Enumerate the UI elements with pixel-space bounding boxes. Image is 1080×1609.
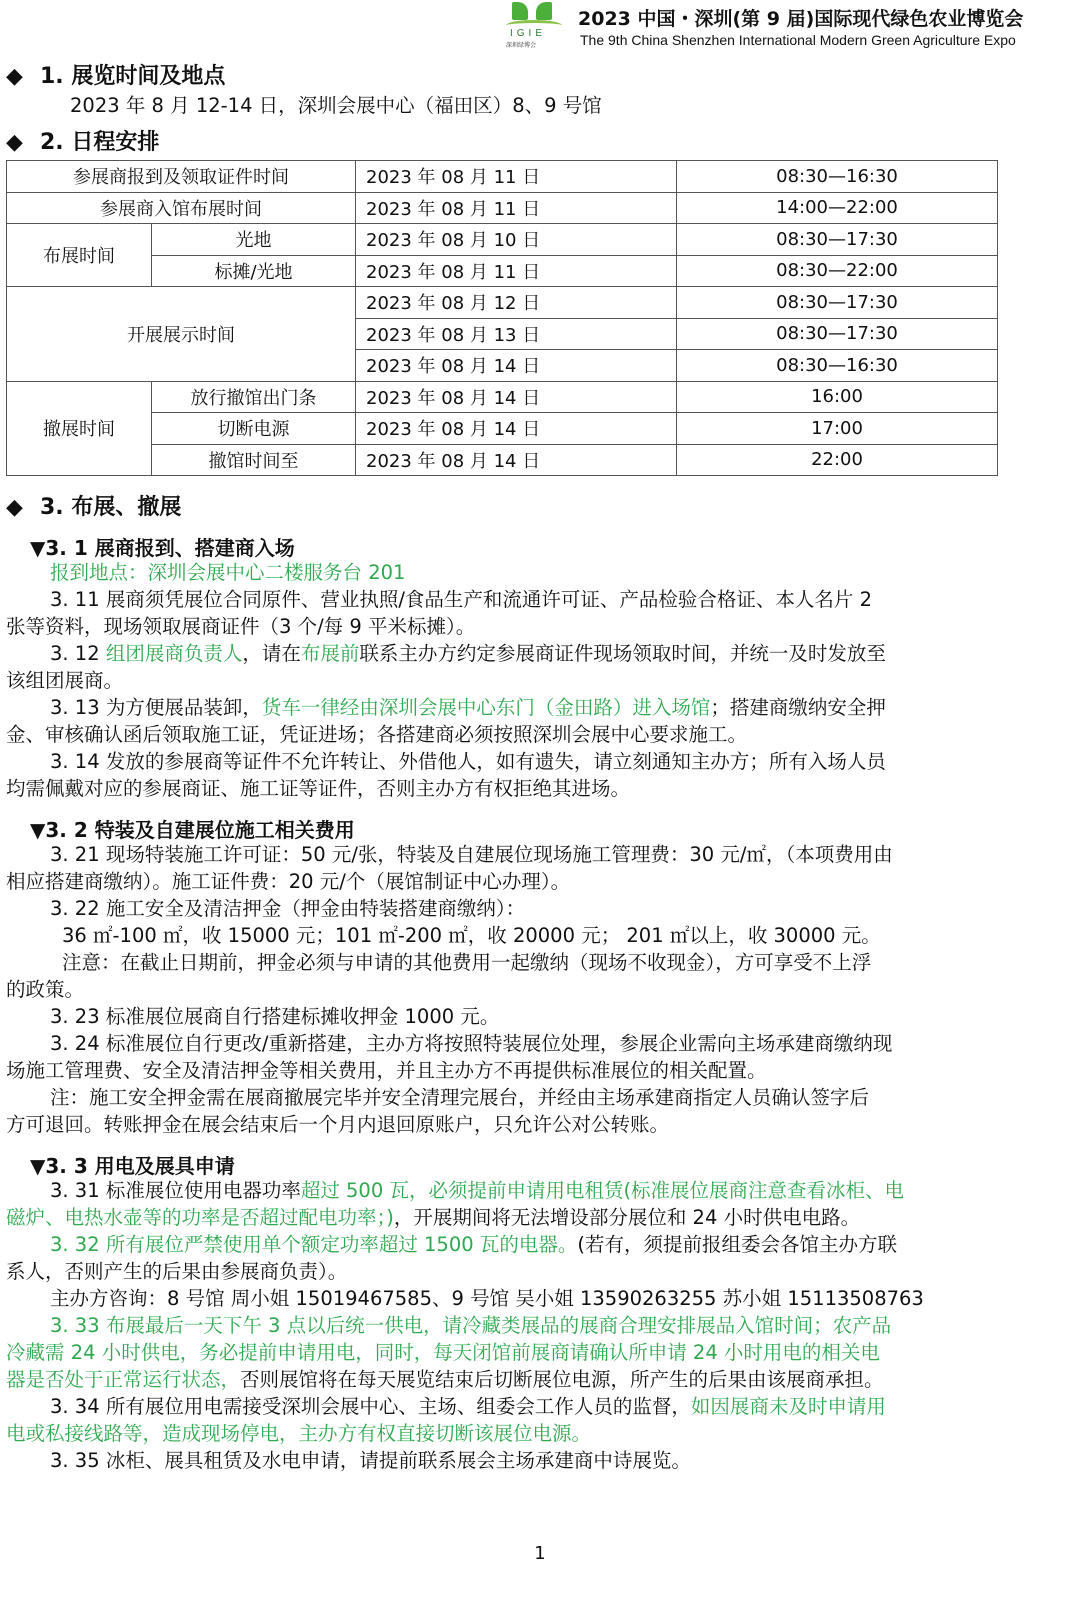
title-en: The 9th China Shenzhen International Modern Green Agriculture Expo: [580, 32, 1016, 48]
text: 联系主办方约定参展商证件现场领取时间，并统一及时发放至: [359, 642, 886, 665]
time-cell: 08:30—22:00: [677, 255, 998, 287]
subsection-3-3-heading: ▼3. 3 用电及展具申请: [30, 1154, 235, 1178]
para-3-21-line2: 相应搭建商缴纳）。施工证件费：20 元/个（展馆制证中心办理）。: [6, 870, 571, 893]
para-3-33-line3: [6, 1366, 884, 1393]
date-cell: 2023 年 08 月 11 日: [356, 255, 677, 287]
row-label: 参展商入馆布展时间: [7, 192, 356, 224]
sub-label: 切断电源: [152, 413, 356, 445]
table-row: [7, 413, 998, 445]
para-3-31-line2: [6, 1204, 860, 1231]
table-row: [7, 444, 998, 476]
highlight-text: 3. 32 所有展位严禁使用单个额定功率超过 1500 瓦的电器。: [50, 1233, 578, 1256]
date-cell: 2023 年 08 月 13 日: [356, 318, 677, 350]
highlight-text: 如因展商未及时申请用: [690, 1395, 886, 1418]
table-row: [7, 224, 998, 256]
schedule-table: [6, 160, 998, 476]
row-label: 参展商报到及领取证件时间: [7, 161, 356, 193]
para-3-22-note-line1: 注意：在截止日期前，押金必须与申请的其他费用一起缴纳（现场不收现金），方可享受不上浮: [62, 951, 872, 974]
heading-text: 2. 日程安排: [40, 130, 160, 155]
sub-label: 放行撤馆出门条: [152, 381, 356, 413]
sub-label: 撤馆时间至: [152, 444, 356, 476]
date-cell: 2023 年 08 月 14 日: [356, 350, 677, 382]
date-cell: 2023 年 08 月 11 日: [356, 161, 677, 193]
para-3-13-line2: 金、审核确认函后领取施工证，凭证进场；各搭建商必须按照深圳会展中心要求施工。: [6, 723, 748, 746]
para-3-35: 3. 35 冰柜、展具租赁及水电申请，请提前联系展会主场承建商中诗展览。: [50, 1449, 691, 1472]
time-cell: 16:00: [677, 381, 998, 413]
table-row: [7, 287, 998, 319]
diamond-icon: ◆: [6, 495, 23, 520]
para-3-24-line2: 场施工管理费、安全及清洁押金等相关费用，并且主办方不再提供标准展位的相关配置。: [6, 1059, 767, 1082]
subsection-3-1-heading: ▼3. 1 展商报到、搭建商入场: [30, 536, 295, 560]
para-3-34-line2: 电或私接线路等，造成现场停电，主办方有权直接切断该展位电源。: [6, 1422, 592, 1445]
contact-info: 主办方咨询：8 号馆 周小姐 15019467585、9 号馆 吴小姐 13590263255 苏小姐 15113508763: [50, 1287, 924, 1310]
time-cell: 08:30—16:30: [677, 161, 998, 193]
page-number: 1: [534, 1543, 546, 1564]
registration-location: 报到地点：深圳会展中心二楼服务台 201: [50, 561, 406, 584]
table-row: [7, 255, 998, 287]
para-3-22-deposit-tiers: 36 ㎡-100 ㎡，收 15000 元；101 ㎡-200 ㎡，收 20000 元； 201 ㎡以上，收 30000 元。: [62, 924, 881, 947]
group-label: 布展时间: [7, 224, 152, 287]
time-cell: 08:30—16:30: [677, 350, 998, 382]
highlight-text: 器是否处于正常运行状态，: [6, 1368, 241, 1391]
section-1-text: 2023 年 8 月 12-14 日，深圳会展中心（福田区）8、9 号馆: [70, 94, 602, 117]
text: 3. 12: [50, 642, 106, 665]
time-cell: 17:00: [677, 413, 998, 445]
para-3-31-line1: [50, 1177, 904, 1204]
sub-label: 标摊/光地: [152, 255, 356, 287]
text: 否则展馆将在每天展览结束后切断展位电源，所产生的后果由该展商承担。: [240, 1368, 884, 1391]
para-3-12-line2: 该组团展商。: [6, 669, 124, 692]
time-cell: 08:30—17:30: [677, 287, 998, 319]
text: 3. 31 标准展位使用电器功率: [50, 1179, 301, 1202]
table-row: [7, 381, 998, 413]
date-cell: 2023 年 08 月 14 日: [356, 444, 677, 476]
diamond-icon: ◆: [6, 64, 23, 89]
logo-subtext: 深圳绿博会: [506, 42, 537, 49]
para-3-11-line2: 张等资料，现场领取展商证件（3 个/每 9 平米标摊）。: [6, 615, 476, 638]
para-3-13-line1: [50, 694, 886, 721]
heading-text: 3. 布展、撤展: [40, 495, 182, 520]
heading-text: 1. 展览时间及地点: [40, 64, 226, 89]
para-3-14-line2: 均需佩戴对应的参展商证、施工证等证件，否则主办方有权拒绝其进场。: [6, 777, 631, 800]
highlight-text: 磁炉、电热水壶等的功率是否超过配电功率；): [6, 1206, 394, 1229]
text: 3. 34 所有展位用电需接受深圳会展中心、主场、组委会工作人员的监督，: [50, 1395, 691, 1418]
time-cell: 08:30—17:30: [677, 318, 998, 350]
section-3-heading: [6, 490, 181, 521]
para-3-11-line1: 3. 11 展商须凭展位合同原件、营业执照/食品生产和流通许可证、产品检验合格证、本人名片 2: [50, 588, 872, 611]
table-row: [7, 192, 998, 224]
igie-logo: [500, 0, 568, 50]
para-3-23: 3. 23 标准展位展商自行搭建标摊收押金 1000 元。: [50, 1005, 500, 1028]
subsection-3-2-heading: ▼3. 2 特装及自建展位施工相关费用: [30, 818, 355, 842]
time-cell: 14:00—22:00: [677, 192, 998, 224]
section-1-heading: [6, 59, 225, 90]
para-3-32-line1: [50, 1231, 897, 1258]
para-3-12-line1: [50, 640, 886, 667]
highlight-text: 布展前: [300, 642, 360, 665]
highlight-text: 组团展商负责人: [105, 642, 243, 665]
note-line2: 方可退回。转账押金在展会结束后一个月内退回原账户，只允许公对公转账。: [6, 1113, 670, 1136]
text: ，请在: [242, 642, 301, 665]
document-header: [500, 0, 1080, 52]
note-line1: 注：施工安全押金需在展商撤展完毕并安全清理完展台，并经由主场承建商指定人员确认签字后: [50, 1086, 870, 1109]
highlight-text: 超过 500 瓦，必须提前申请用电租赁(标准展位展商注意查看冰柜、电: [300, 1179, 905, 1202]
para-3-24-line1: 3. 24 标准展位自行更改/重新搭建，主办方将按照特装展位处理，参展企业需向主场承建商缴纳现: [50, 1032, 893, 1055]
group-label: 开展展示时间: [7, 287, 356, 382]
text: (若有，须提前报组委会各馆主办方联: [577, 1233, 897, 1256]
diamond-icon: ◆: [6, 130, 23, 155]
text: ；搭建商缴纳安全押: [710, 696, 886, 719]
para-3-34-line1: [50, 1393, 886, 1420]
para-3-22-line1: 3. 22 施工安全及清洁押金（押金由特装搭建商缴纳）：: [50, 897, 526, 920]
highlight-text: 货车一律经由深圳会展中心东门（金田路）进入场馆: [261, 696, 711, 719]
date-cell: 2023 年 08 月 12 日: [356, 287, 677, 319]
para-3-33-line2: 冷藏需 24 小时供电，务必提前申请用电，同时，每天闭馆前展商请确认所申请 24 小时用电的相关电: [6, 1341, 880, 1364]
date-cell: 2023 年 08 月 10 日: [356, 224, 677, 256]
group-label: 撤展时间: [7, 381, 152, 476]
para-3-14-line1: 3. 14 发放的参展商等证件不允许转让、外借他人，如有遗失，请立刻通知主办方；所有入场人员: [50, 750, 886, 773]
logo-text: IGIE: [510, 28, 547, 39]
para-3-22-note-line2: 的政策。: [6, 978, 85, 1001]
section-2-heading: [6, 125, 159, 156]
sub-label: 光地: [152, 224, 356, 256]
text: 3. 13 为方便展品装卸，: [50, 696, 262, 719]
para-3-21-line1: 3. 21 现场特装施工许可证：50 元/张，特装及自建展位现场施工管理费：30 元/㎡，（本项费用由: [50, 843, 893, 866]
leaf-icon: [512, 2, 528, 20]
date-cell: 2023 年 08 月 14 日: [356, 413, 677, 445]
table-row: [7, 161, 998, 193]
leaf-icon: [536, 2, 552, 20]
time-cell: 08:30—17:30: [677, 224, 998, 256]
para-3-33-line1: 3. 33 布展最后一天下午 3 点以后统一供电，请冷藏类展品的展商合理安排展品入馆时间；农产品: [50, 1314, 892, 1337]
time-cell: 22:00: [677, 444, 998, 476]
date-cell: 2023 年 08 月 11 日: [356, 192, 677, 224]
date-cell: 2023 年 08 月 14 日: [356, 381, 677, 413]
text: ，开展期间将无法增设部分展位和 24 小时供电电路。: [393, 1206, 861, 1229]
para-3-32-line2: 系人，否则产生的后果由参展商负责）。: [6, 1260, 348, 1283]
title-cn: 2023 中国・深圳(第 9 届)国际现代绿色农业博览会: [578, 8, 1024, 30]
